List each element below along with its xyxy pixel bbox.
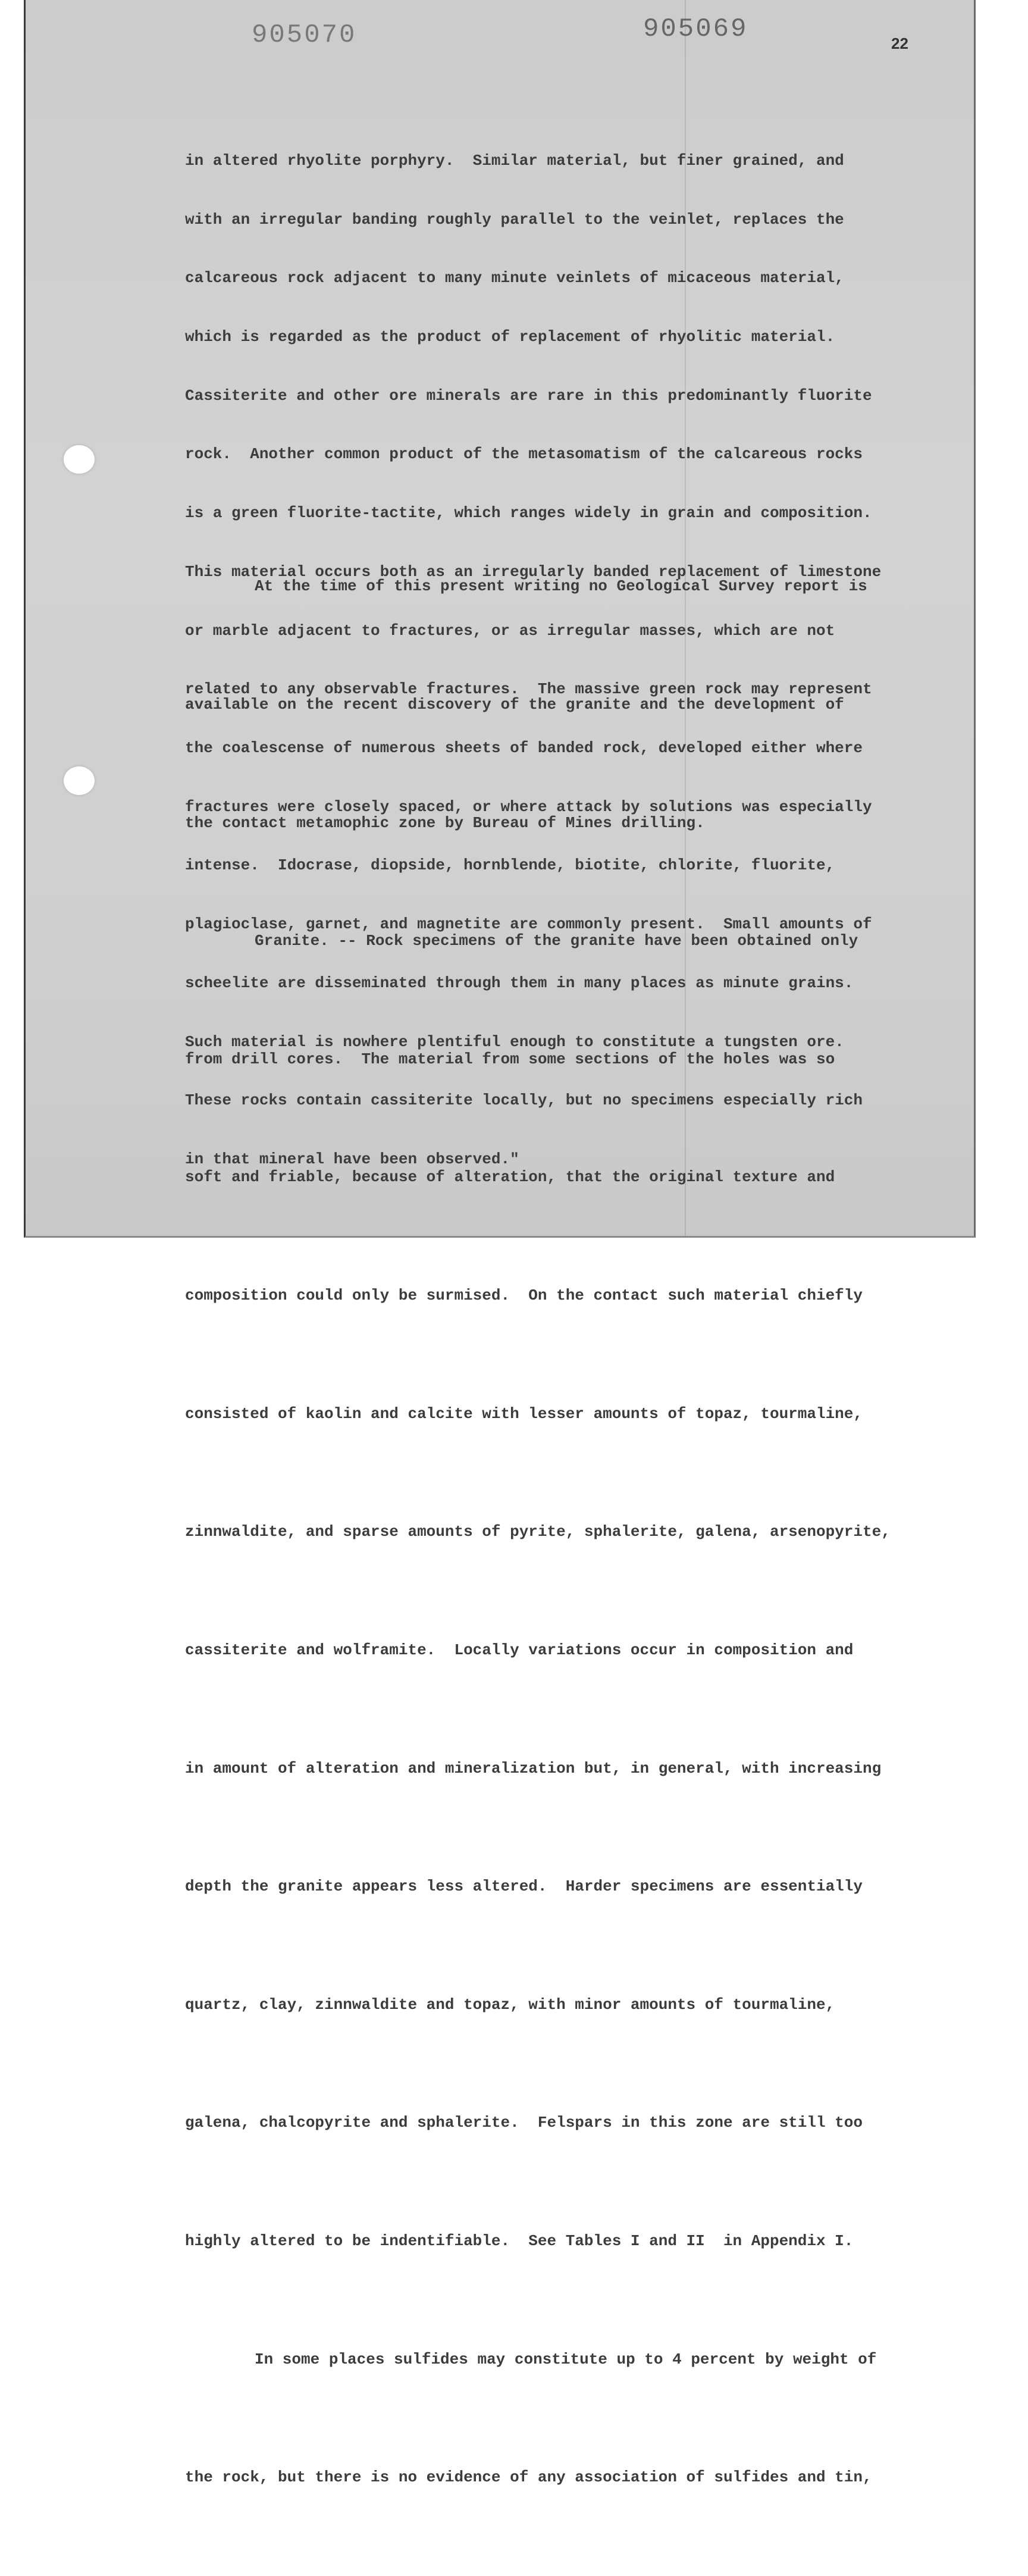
quote-line: the coalescense of numerous sheets of banded rock, developed either where: [185, 739, 863, 757]
quote-line: This material occurs both as an irregularly banded replacement of limestone: [185, 562, 882, 581]
quote-line: intense. Idocrase, diopside, hornblende, biotite, chlorite, fluorite,: [185, 856, 835, 875]
body-line: In some places sulfides may constitute up to 4 percent by weight of: [255, 2350, 877, 2368]
quote-line: or marble adjacent to fractures, or as irregular masses, which are not: [185, 621, 835, 640]
punch-hole-top: [64, 445, 95, 474]
quote-line: in that mineral have been observed.": [185, 1150, 519, 1169]
quote-line: calcareous rock adjacent to many minute veinlets of micaceous material,: [185, 269, 844, 287]
quote-line: Cassiterite and other ore minerals are rare in this predominantly fluorite: [185, 386, 872, 405]
quote-line: scheelite are disseminated through them in many places as minute grains.: [185, 974, 854, 992]
document-stamp-left: 905070: [252, 20, 357, 50]
document-stamp-right: 905069: [643, 14, 748, 44]
body-line: At the time of this present writing no Geological Survey report is: [255, 577, 867, 596]
quote-line: is a green fluorite-tactite, which ranges widely in grain and composition.: [185, 504, 872, 522]
punch-hole-bottom: [64, 766, 95, 795]
quote-line: which is regarded as the product of replacement of rhyolitic material.: [185, 327, 835, 346]
quote-line: rock. Another common product of the metasomatism of the calcareous rocks: [185, 445, 863, 464]
quote-line: fractures were closely spaced, or where attack by solutions was especially: [185, 797, 872, 816]
body-line: galena, chalcopyrite and sphalerite. Felspars in this zone are still too: [185, 2114, 863, 2132]
body-line: Granite. -- Rock specimens of the granite have been obtained only: [255, 932, 858, 950]
body-line: available on the recent discovery of the granite and the development of: [185, 696, 844, 714]
quote-line: plagioclase, garnet, and magnetite are commonly present. Small amounts of: [185, 915, 872, 934]
body-line: quartz, clay, zinnwaldite and topaz, with minor amounts of tourmaline,: [185, 1995, 835, 2014]
body-line: in amount of alteration and mineralization but, in general, with increasing: [185, 1759, 882, 1777]
body-line: the rock, but there is no evidence of any association of sulfides and tin,: [185, 2468, 872, 2487]
body-line: highly altered to be indentifiable. See Tables I and II in Appendix I.: [185, 2231, 854, 2250]
page-number: 22: [891, 35, 908, 52]
document-page: [24, 0, 976, 2487]
body-line: soft and friable, because of alteration, that the original texture and: [185, 1168, 835, 1187]
quote-line: Such material is nowhere plentiful enough to constitute a tungsten ore.: [185, 1032, 844, 1051]
quote-line: related to any observable fractures. The massive green rock may represent: [185, 680, 872, 699]
body-line: depth the granite appears less altered. Harder specimens are essentially: [185, 1877, 863, 1896]
body-line: composition could only be surmised. On the contact such material chiefly: [185, 1287, 863, 1305]
body-line: from drill cores. The material from some sections of the holes was so: [185, 1050, 835, 1068]
body-line: the contact metamophic zone by Bureau of Mines drilling.: [185, 813, 705, 832]
body-line: zinnwaldite, and sparse amounts of pyrite, sphalerite, galena, arsenopyrite,: [185, 1523, 891, 1541]
body-line: consisted of kaolin and calcite with lesser amounts of topaz, tourmaline,: [185, 1404, 863, 1423]
quote-line: These rocks contain cassiterite locally, but no specimens especially rich: [185, 1091, 863, 1110]
quote-line: with an irregular banding roughly parallel to the veinlet, replaces the: [185, 210, 844, 229]
quote-line: in altered rhyolite porphyry. Similar material, but finer grained, and: [185, 151, 844, 170]
body-line: cassiterite and wolframite. Locally variations occur in composition and: [185, 1641, 854, 1659]
body-text: [185, 488, 958, 2576]
